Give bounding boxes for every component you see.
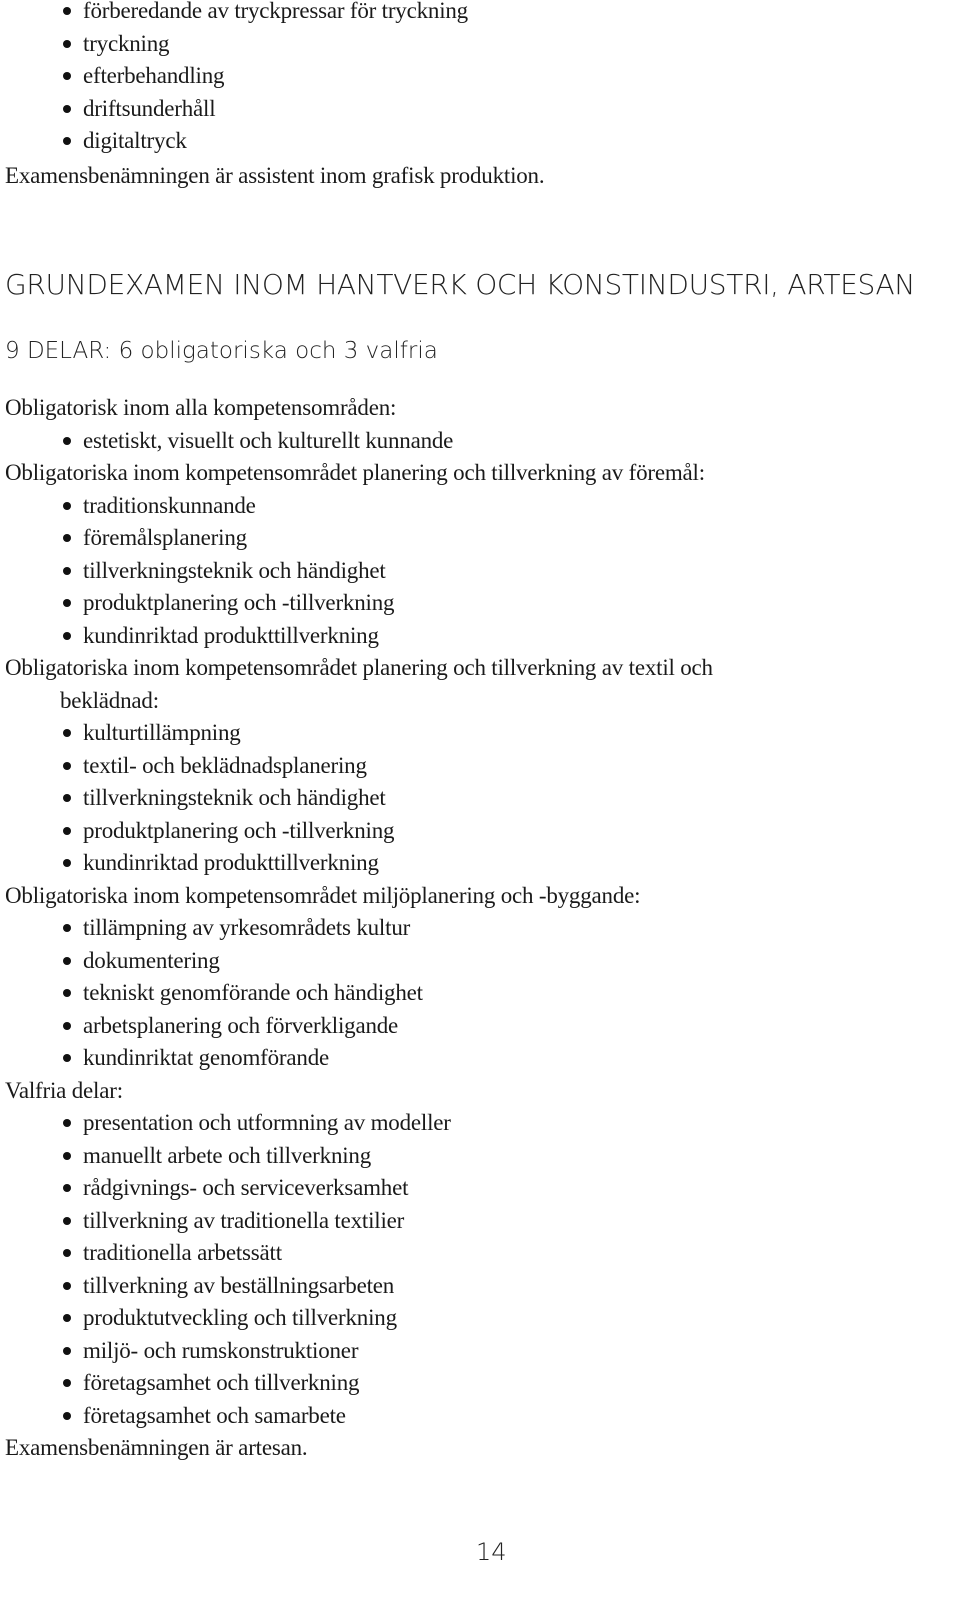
list-item: företagsamhet och samarbete [0, 1401, 960, 1434]
top-section [0, 0, 960, 193]
textile-area-label: Obligatoriska inom kompetensområdet planering och tillverkning av textil och [5, 655, 713, 680]
list-item: presentation och utformning av modeller [0, 1108, 960, 1141]
list-item: arbetsplanering och förverkligande [0, 1011, 960, 1044]
main-section [0, 393, 960, 1466]
list-item: traditionella arbetssätt [0, 1238, 960, 1271]
list-item: dokumentering [0, 946, 960, 979]
environment-area-label: Obligatoriska inom kompetensområdet miljöplanering och -byggande: [5, 882, 641, 908]
list-item: digitaltryck [0, 126, 960, 159]
all-areas-label: Obligatorisk inom alla kompetensområden: [5, 395, 397, 420]
list-item: företagsamhet och tillverkning [0, 1368, 960, 1401]
page-number: 14 [476, 1538, 507, 1566]
list-item: tekniskt genomförande och händighet [0, 978, 960, 1011]
list-item: tryckning [0, 29, 960, 62]
list-item: efterbehandling [0, 61, 960, 94]
list-item: traditionskunnande [0, 491, 960, 524]
list-item: tillverkningsteknik och händighet [0, 556, 960, 589]
top-bullet-list [0, 0, 960, 159]
environment-area-list [0, 913, 960, 1076]
list-item: kulturtillämpning [0, 718, 960, 751]
list-item: textil- och beklädnadsplanering [0, 751, 960, 784]
list-item: estetiskt, visuellt och kulturellt kunnande [0, 426, 960, 459]
list-item: föremålsplanering [0, 523, 960, 556]
list-item: tillverkning av beställningsarbeten [0, 1271, 960, 1304]
list-item: driftsunderhåll [0, 94, 960, 127]
section-heading: GRUNDEXAMEN INOM HANTVERK OCH KONSTINDUSTRI, ARTESAN [5, 268, 916, 301]
list-item: tillämpning av yrkesområdets kultur [0, 913, 960, 946]
list-item: rådgivnings- och serviceverksamhet [0, 1173, 960, 1206]
list-item: kundinriktad produkttillverkning [0, 621, 960, 654]
section-subheading: 9 DELAR: 6 obligatoriska och 3 valfria [5, 338, 438, 364]
list-item: tillverkningsteknik och händighet [0, 783, 960, 816]
textile-area-list [0, 718, 960, 881]
degree-title-note: Examensbenämningen är artesan. [5, 1435, 308, 1460]
degree-title-note: Examensbenämningen är assistent inom grafisk produktion. [5, 162, 545, 188]
list-item: kundinriktad produkttillverkning [0, 848, 960, 881]
optional-label: Valfria delar: [5, 1077, 123, 1103]
textile-area-label-continuation: beklädnad: [60, 687, 159, 713]
objects-area-list [0, 491, 960, 654]
list-item: produktutveckling och tillverkning [0, 1303, 960, 1336]
list-item: miljö- och rumskonstruktioner [0, 1336, 960, 1369]
all-areas-list [0, 426, 960, 459]
objects-area-label: Obligatoriska inom kompetensområdet planering och tillverkning av föremål: [5, 460, 705, 485]
list-item: kundinriktat genomförande [0, 1043, 960, 1076]
list-item: produktplanering och -tillverkning [0, 588, 960, 621]
list-item: förberedande av tryckpressar för tryckning [0, 0, 960, 29]
list-item: manuellt arbete och tillverkning [0, 1141, 960, 1174]
list-item: produktplanering och -tillverkning [0, 816, 960, 849]
list-item: tillverkning av traditionella textilier [0, 1206, 960, 1239]
optional-list [0, 1108, 960, 1433]
